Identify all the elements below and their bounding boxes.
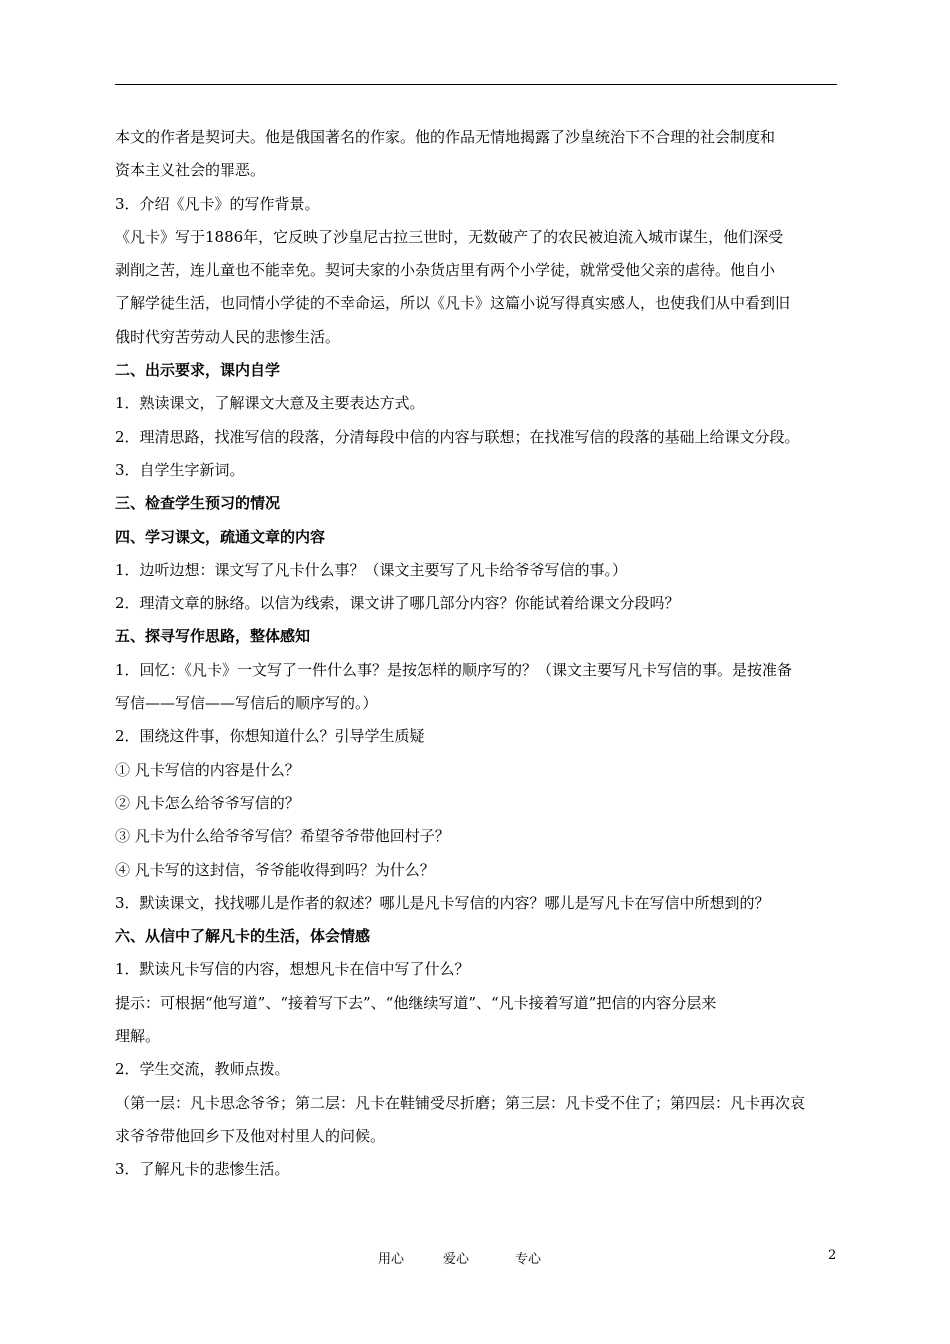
body-line: 提示：可根据“他写道”、“接着写下去”、“他继续写道”、“凡卡接着写道”把信的内容分层来 (115, 993, 717, 1012)
body-line: 理解。 (115, 1027, 161, 1046)
section-heading: 四、学习课文，疏通文章的内容 (115, 527, 326, 546)
section-heading: 二、出示要求，课内自学 (115, 361, 281, 380)
body-line: 3．自学生字新词。 (115, 460, 245, 479)
body-line: 资本主义社会的罪恶。 (115, 161, 266, 180)
body-line: 1．回忆：《凡卡》一文写了一件什么事？是按怎样的顺序写的？（课文主要写凡卡写信的事。是按准备 (115, 660, 793, 679)
body-line: 2．学生交流，教师点拨。 (115, 1060, 290, 1079)
footer-motto-2: 爱心 (443, 1252, 470, 1267)
body-line: ① 凡卡写信的内容是什么？ (115, 760, 300, 779)
page-number: 2 (828, 1248, 837, 1263)
body-line: 1．默读凡卡写信的内容，想想凡卡在信中写了什么？ (115, 960, 470, 979)
body-line: 1．熟读课文，了解课文大意及主要表达方式。 (115, 394, 425, 413)
body-line: 3．了解凡卡的悲惨生活。 (115, 1160, 290, 1179)
footer-motto-1: 用心 (378, 1252, 405, 1267)
body-line: （第一层：凡卡思念爷爷；第二层：凡卡在鞋铺受尽折磨；第三层：凡卡受不住了；第四层：凡卡再次哀 (115, 1093, 806, 1112)
body-line: 求爷爷带他回乡下及他对村里人的问候。 (115, 1126, 386, 1145)
body-line: 1．边听边想：课文写了凡卡什么事？（课文主要写了凡卡给爷爷写信的事。） (115, 560, 628, 579)
section-heading: 五、探寻写作思路，整体感知 (115, 627, 311, 646)
body-line: ③ 凡卡为什么给爷爷写信？希望爷爷带他回村子？ (115, 827, 450, 846)
body-line: 2．理清思路，找准写信的段落，分清每段中信的内容与联想；在找准写信的段落的基础上给课文分段。 (115, 427, 800, 446)
body-line: 《凡卡》写于1886年，它反映了沙皇尼古拉三世时，无数破产了的农民被迫流入城市谋生，他们深受 (115, 227, 784, 246)
document-body (115, 121, 840, 1187)
section-heading: 六、从信中了解凡卡的生活，体会情感 (115, 927, 371, 946)
section-heading: 三、检查学生预习的情况 (115, 494, 281, 513)
body-line: 3．默读课文，找找哪儿是作者的叙述？哪儿是凡卡写信的内容？哪儿是写凡卡在写信中所想到的？ (115, 893, 770, 912)
body-line: 2．理清文章的脉络。以信为线索，课文讲了哪几部分内容？你能试着给课文分段吗？ (115, 594, 680, 613)
body-line: ② 凡卡怎么给爷爷写信的？ (115, 793, 300, 812)
body-line: 剥削之苦，连儿童也不能幸免。契诃夫家的小杂货店里有两个小学徒，就常受他父亲的虐待。他自小 (115, 261, 776, 280)
body-line: 2．围绕这件事，你想知道什么？引导学生质疑 (115, 727, 425, 746)
body-line: 俄时代穷苦劳动人民的悲惨生活。 (115, 327, 341, 346)
body-line: 了解学徒生活，也同情小学徒的不幸命运，所以《凡卡》这篇小说写得真实感人，也使我们从中看到旧 (115, 294, 791, 313)
header-rule (115, 84, 837, 85)
footer-motto-3: 专心 (515, 1252, 542, 1267)
body-line: 写信——写信——写信后的顺序写的。） (115, 694, 378, 713)
body-line: 本文的作者是契诃夫。他是俄国著名的作家。他的作品无情地揭露了沙皇统治下不合理的社会制度和 (115, 128, 776, 146)
body-line: ④ 凡卡写的这封信，爷爷能收得到吗？为什么？ (115, 860, 435, 879)
body-line: 3．介绍《凡卡》的写作背景。 (115, 194, 320, 213)
